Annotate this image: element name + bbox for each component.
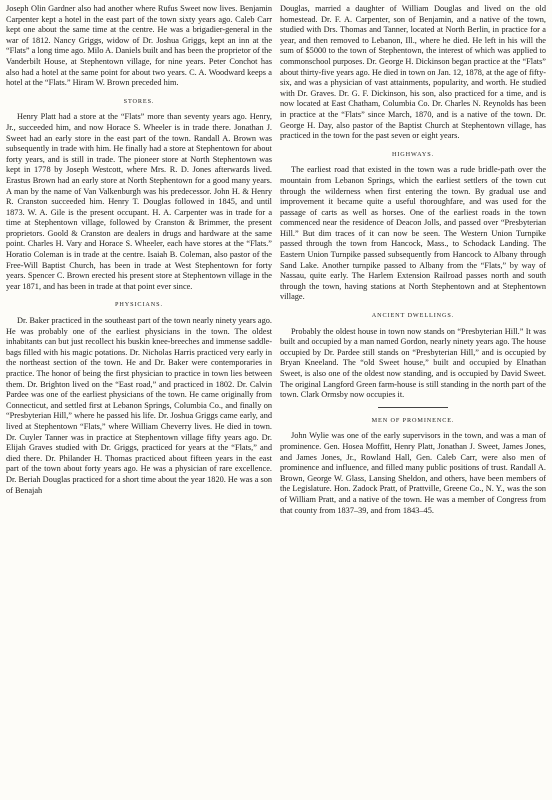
- physicians-heading: PHYSICIANS.: [115, 301, 163, 309]
- stores-paragraph: Henry Platt had a store at the “Flats” more than seventy years ago. Henry, Jr., succeeded him, and now Horace S. Wheeler is in trade there. Jonathan J. Sweet had an early store in the east part of the town. Randall A. Brown was subsequently in trade with him. He finally had a store at Stephentown for about forty years, and is still in trade. The pioneer store at North Stephentown was kept in 1778 by Joseph Westcott, where Mrs. R. D. Jones afterwards lived. Erastus Brown had an early store at North Stephentown for a good many years. A man by the name of Van Valkenburgh was his predecessor. John H. & Henry R. Cranston succeeded him. Henry T. Douglas followed in 1845, and until 1873. W. A. Gile is the present occupant. H. A. Carpenter was in trade for a time at Stephentown village, followed by Cranston & Brimmer, the present proprietors. Goold & Cranston are dealers in drugs and hardware at the same point. Charles H. Vary and Horace S. Wheeler, each have stores at the “Flats.” Horatio Coleman is in trade at the centre. Isaiah B. Coleman, also pastor of the Free-Will Baptist Church, has been in trade at West Stephentown for forty years. Spencer C. Brown erected his present store at Stephentown village in the year 1871, and has been in trade at that point ever since.: [6, 112, 272, 291]
- highways-paragraph: The earliest road that existed in the town was a rude bridle-path over the mountain from Lebanon Springs, which the earliest settlers of the town cut through the wilderness when first entering the town. By gradual use and improvement it became quite a useful thoroughfare, and was used for the passage of carts as well as horses. One of the earliest roads in the town commenced near the residence of Deacon Jolls, and passed over “Presbyterian Hill.” But dim traces of it can now be seen. The Western Union Turnpike passed through the town from Hancock, Mass., to Schodack Landing. The Eastern Union Turnpike passed subsequently from Hancock to Albany through Sand Lake. Another turnpike passed to Albany from the “Flats,” by way of Nassau, quite early. The Harlem Extension Railroad passes north and south through the town, having stations at North Stephentown and at Stephentown village.: [280, 165, 546, 302]
- highways-heading: HIGHWAYS.: [391, 150, 435, 158]
- hotels-paragraph: Joseph Olin Gardner also had another where Rufus Sweet now lives. Benjamin Carpenter kept a hotel in the east part of the town sixty years ago. Caleb Carr kept one about the same time at the centre. He was a brigadier-general in the war of 1812. Nancy Griggs, widow of Dr. Joshua Griggs, kept an inn at the “Flats” a long time ago. Milo A. Daniels built and has been the proprietor of the Vanderbilt House, at Stephentown village, for nine years. Peter Conchot has also had a hotel at the same point for about two years. C. A. Woodward keeps a hotel at the “Flats.” Hiram W. Brown preceded him.: [6, 4, 272, 88]
- left-column: [6, 4, 272, 800]
- physicians-continued-paragraph: Douglas, married a daughter of William Douglas and lived on the old homestead. Dr. F. A. Carpenter, son of Benjamin, and a native of the town, studied with Drs. Thomas and Tanner, located at North Berlin, in practice for a year, and then removed to Lebanon, Ill., where he died. He left in his will the sum of $5000 to the town of Stephentown, the interest of which was applied to commonschool purposes. Dr. George H. Dickinson began practice at the “Flats” about thirty-five years ago. He died in town on Jan. 12, 1878, at the age of fifty-six, and was a physician of vast attainments, popularity, and worth. He studied with Dr. Graves. Dr. G. F. Dickinson, his son, also practiced for a time, and is now located at East Chatham, Columbia Co. Dr. Charles N. Reynolds has been in practice at the “Flats” since March, 1870, and is a native of the town. Dr. George H. Day, also pastor of the Baptist Church at Stephentown village, has practiced in the town for the past seven or eight years.: [280, 4, 546, 141]
- men-of-prominence-paragraph: John Wylie was one of the early supervisors in the town, and was a man of prominence. Gen. Hosea Moffitt, Henry Platt, Jonathan J. Sweet, James Jones, and James Jones, Jr., Rowland Hall, Gen. Caleb Carr, were also men of prominence and influence, and filled many public positions of trust. Randall A. Brown, George W. Glass, Lansing Sheldon, and others, have been members of the Legislature. Hon. Zadock Pratt, of Prattville, Greene Co., N. Y., was the son of William Pratt, and a native of the town. He was a member of Congress from that county from 1837–39, and from 1843–45.: [280, 431, 546, 515]
- ancient-dwellings-heading: ANCIENT DWELLINGS.: [371, 312, 455, 320]
- physicians-paragraph: Dr. Baker practiced in the southeast part of the town nearly ninety years ago. He was probably one of the earliest physicians in the town. The oldest inhabitants can but just recollect his buskin knee-breeches and immense saddle-bags filled with his magic potations. Dr. Nicholas Harris practiced very early in the northeast section of the town. He and Dr. Baker were contemporaries in practice. The honor of being the first physician to practice in town lies between them. Dr. Brighton lived on the “East road,” and practiced in 1802. Dr. Calvin Pardee was one of the earliest physicians of the town. He came originally from Connecticut, and settled first at Lebanon Springs, Columbia Co., and finally on “Presbyterian Hill,” where he passed his life. Dr. Joshua Griggs came early, and lived at Stephentown “Flats,” where William Cheverry lives. He died in town. Dr. Cuyler Tanner was in practice at Stephentown village fifty years ago. Dr. Elijah Graves studied with Dr. Griggs, practiced for years at the “Flats,” and died there. Dr. Philander H. Thomas practiced about fifteen years in the east part of the town about forty years ago. He was a physician of rare excellence. Dr. Beriah Douglas practiced for a short time about the year 1820. He was a son of Benajah: [6, 316, 272, 495]
- stores-heading: STORES.: [123, 97, 155, 105]
- right-column: [280, 4, 546, 800]
- men-of-prominence-heading: MEN OF PROMINENCE.: [371, 416, 455, 424]
- ancient-dwellings-paragraph: Probably the oldest house in town now stands on “Presbyterian Hill.” It was built and occupied by a man named Gordon, nearly ninety years ago. The house occupied by Dr. Pardee still stands on “Presbyterian Hill,” and is occupied by Bryan Kneeland. The “old Sweet house,” built and occupied by Elnathan Sweet, is also one of the oldest now standing, and is occupied by David Sweet. The original Langford Green farm-house is still standing in the north part of the town. Clark Ormsby now occupies it.: [280, 326, 546, 400]
- section-divider: [378, 407, 448, 408]
